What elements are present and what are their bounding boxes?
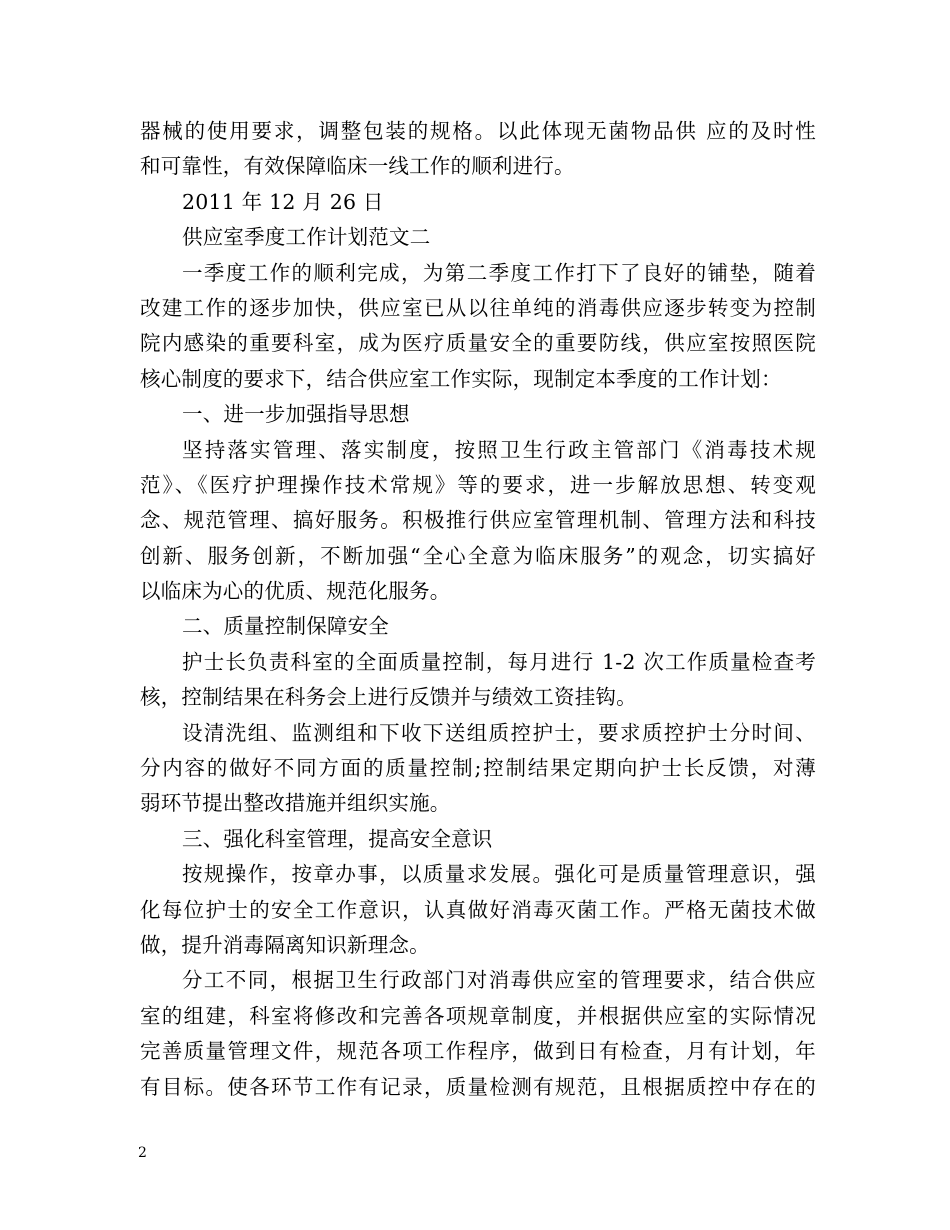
text-line: 弱环节提出整改措施并组织实施。 bbox=[140, 791, 451, 816]
text-line: 分工不同，根据卫生行政部门对消毒供应室的管理要求，结合供应 bbox=[182, 968, 816, 993]
document-body bbox=[140, 114, 816, 1105]
page-number: 2 bbox=[138, 1145, 147, 1161]
text-line: 改建工作的逐步加快，供应室已从以往单纯的消毒供应逐步转变为控制 bbox=[140, 295, 816, 320]
text-line: 二、质量控制保障安全 bbox=[182, 614, 389, 639]
text-line: 分内容的做好不同方面的质量控制;控制结果定期向护士长反馈，对薄 bbox=[140, 756, 816, 781]
text-line: 护士长负责科室的全面质量控制，每月进行 1-2 次工作质量检查考 bbox=[182, 649, 816, 674]
text-line: 2011 年 12 月 26 日 bbox=[182, 189, 384, 214]
text-line: 院内感染的重要科室，成为医疗质量安全的重要防线，供应室按照医院 bbox=[140, 331, 816, 356]
text-line: 按规操作，按章办事，以质量求发展。强化可是质量管理意识，强 bbox=[182, 862, 816, 887]
text-line: 核心制度的要求下，结合供应室工作实际，现制定本季度的工作计划： bbox=[140, 366, 782, 391]
text-line: 范》、《医疗护理操作技术常规》等的要求，进一步解放思想、转变观 bbox=[140, 472, 816, 497]
text-line: 三、强化科室管理，提高安全意识 bbox=[182, 826, 493, 851]
text-line: 一、进一步加强指导思想 bbox=[182, 402, 410, 427]
text-line: 以临床为心的优质、规范化服务。 bbox=[140, 579, 451, 604]
text-line: 有目标。使各环节工作有记录，质量检测有规范，且根据质控中存在的 bbox=[140, 1074, 816, 1099]
text-line: 创新、服务创新，不断加强“全心全意为临床服务”的观念，切实搞好 bbox=[140, 543, 816, 568]
text-line: 器械的使用要求，调整包装的规格。以此体现无菌物品供 应的及时性 bbox=[140, 119, 816, 143]
text-line: 设清洗组、监测组和下收下送组质控护士，要求质控护士分时间、 bbox=[182, 720, 816, 745]
text-line: 和可靠性，有效保障临床一线工作的顺利进行。 bbox=[140, 154, 575, 179]
text-line: 化每位护士的安全工作意识，认真做好消毒灭菌工作。严格无菌技术做 bbox=[140, 897, 816, 922]
text-line: 念、规范管理、搞好服务。积极推行供应室管理机制、管理方法和科技 bbox=[140, 508, 816, 533]
text-line: 核，控制结果在科务会上进行反馈并与绩效工资挂钩。 bbox=[140, 685, 637, 710]
text-line: 坚持落实管理、落实制度，按照卫生行政主管部门《消毒技术规 bbox=[182, 437, 816, 462]
text-line: 供应室季度工作计划范文二 bbox=[182, 225, 431, 250]
text-line: 一季度工作的顺利完成，为第二季度工作打下了良好的铺垫，随着 bbox=[182, 260, 816, 285]
text-line: 室的组建，科室将修改和完善各项规章制度，并根据供应室的实际情况 bbox=[140, 1003, 816, 1028]
text-line: 完善质量管理文件，规范各项工作程序，做到日有检查，月有计划，年 bbox=[140, 1039, 816, 1064]
text-line: 做，提升消毒隔离知识新理念。 bbox=[140, 932, 430, 957]
